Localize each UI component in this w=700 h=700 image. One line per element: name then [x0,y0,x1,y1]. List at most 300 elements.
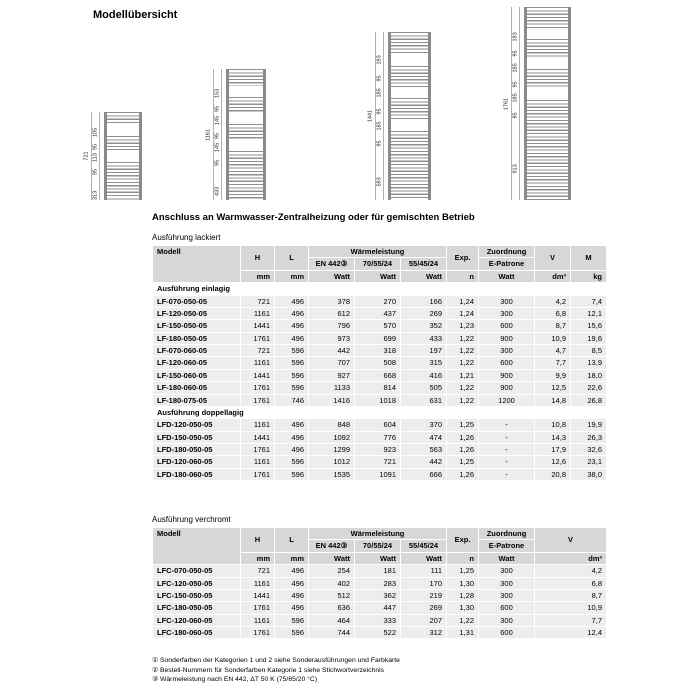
col-h: H [241,528,275,553]
value-cell: 707 [309,357,355,369]
table-header [153,528,607,565]
value-cell: 1761 [241,382,275,394]
towel-gap [391,87,428,98]
model-cell: LF-070-060-05 [153,345,241,357]
value-cell: 900 [479,332,535,344]
value-cell: 6,8 [535,577,607,589]
value-cell: 596 [275,627,309,639]
value-cell: 596 [275,357,309,369]
value-cell: 496 [275,332,309,344]
value-cell: 23,1 [571,456,607,468]
towel-gap [527,89,568,99]
value-cell: 4,2 [535,565,607,577]
value-cell: 315 [401,357,447,369]
segment-dimension-label: 95 [214,159,221,166]
value-cell: 1,21 [447,369,479,381]
table-heading-verchromt: Ausführung verchromt [152,515,231,524]
table-row [153,357,607,369]
value-cell: 721 [241,295,275,307]
value-cell: 612 [309,307,355,319]
value-cell: 6,8 [535,307,571,319]
towel-gap [229,113,263,124]
model-cell: LFD-180-050-05 [153,444,241,456]
value-cell: 699 [355,332,401,344]
value-cell: 1200 [479,394,535,406]
segment-dimension-line [99,112,100,200]
segment-dimension-label: 95 [214,105,221,112]
value-cell: 604 [355,419,401,431]
segment-dimension-label: 313 [92,190,99,200]
segment-dimension-label: 95 [512,50,519,57]
value-cell: 508 [355,357,401,369]
value-cell: 8,7 [535,589,607,601]
value-cell: 600 [479,320,535,332]
unit-watt: Watt [479,552,535,564]
value-cell: 300 [479,565,535,577]
segment-dimension-line [519,7,520,200]
value-cell: 596 [275,468,309,480]
value-cell: 300 [479,307,535,319]
unit-dm3: dm³ [535,552,607,564]
segment-dimension-label: 193 [512,31,519,42]
value-cell: 254 [309,565,355,577]
col-modell: Modell [153,528,241,565]
value-cell: 1,30 [447,577,479,589]
unit-kg: kg [571,270,607,282]
towel-gap [229,140,263,151]
value-cell: 496 [275,589,309,601]
table-row [153,369,607,381]
table-row [153,589,607,601]
segment-dimension-label: 95 [512,112,519,119]
value-cell: 631 [401,394,447,406]
unit-n: n [447,552,479,564]
value-cell: 1299 [309,444,355,456]
table-body [153,283,607,481]
model-cell: LFC-120-050-05 [153,577,241,589]
value-cell: 1,28 [447,589,479,601]
value-cell: 474 [401,431,447,443]
value-cell: 352 [401,320,447,332]
model-cell: LFD-180-060-05 [153,468,241,480]
value-cell: 596 [275,369,309,381]
table-block-lackiert [152,233,610,481]
value-cell: 1,26 [447,431,479,443]
value-cell: 10,9 [535,332,571,344]
value-cell: 721 [241,345,275,357]
value-cell: 1416 [309,394,355,406]
value-cell: 19,6 [571,332,607,344]
value-cell: 312 [401,627,447,639]
value-cell: 1133 [309,382,355,394]
towel-gap [107,150,139,162]
table-verchromt [152,527,607,639]
col-zuordnung: Zuordnung [479,246,535,258]
value-cell: 721 [355,456,401,468]
table-body [153,565,607,639]
value-cell: 668 [355,369,401,381]
value-cell: - [479,456,535,468]
model-cell: LF-070-050-05 [153,295,241,307]
value-cell: 10,8 [535,419,571,431]
tube-group [107,162,139,200]
value-cell: 1,26 [447,444,479,456]
value-cell: 1161 [241,307,275,319]
table-row [153,444,607,456]
value-cell: 1761 [241,468,275,480]
value-cell: 1441 [241,320,275,332]
value-cell: 300 [479,295,535,307]
unit-n: n [447,270,479,282]
radiator-body [388,32,431,200]
footnotes [152,656,400,685]
model-cell: LF-120-050-05 [153,307,241,319]
value-cell: 10,9 [535,602,607,614]
value-cell: 12,6 [535,456,571,468]
value-cell: 447 [355,602,401,614]
segment-dimension-label: 433 [214,186,221,196]
model-cell: LF-180-075-05 [153,394,241,406]
table-row [153,468,607,480]
radiator-drawing-1161 [205,69,266,200]
value-cell: 442 [309,345,355,357]
value-cell: 7,7 [535,357,571,369]
col-exp: Exp. [447,246,479,271]
value-cell: 596 [275,456,309,468]
value-cell: 370 [401,419,447,431]
value-cell: 1761 [241,332,275,344]
value-cell: 512 [309,589,355,601]
value-cell: 300 [479,577,535,589]
value-cell: - [479,468,535,480]
overall-height-label: 1761 [503,97,510,110]
segment-dimension-label: 185 [512,63,519,73]
model-cell: LFD-150-050-05 [153,431,241,443]
value-cell: 433 [401,332,447,344]
unit-watt: Watt [355,270,401,282]
value-cell: 923 [355,444,401,456]
value-cell: 496 [275,419,309,431]
tube-group [391,98,428,120]
model-cell: LF-180-060-05 [153,382,241,394]
value-cell: 1,31 [447,627,479,639]
tube-group [391,66,428,88]
segment-dimension-label: 145 [214,143,221,153]
tube-group [527,7,568,28]
segment-dimension-label: 145 [214,115,221,126]
value-cell: 8,5 [571,345,607,357]
table-row [153,614,607,626]
value-cell: 600 [479,627,535,639]
value-cell: 18,0 [571,369,607,381]
table-header [153,246,607,283]
value-cell: 666 [401,468,447,480]
value-cell: 270 [355,295,401,307]
tube-group [229,124,263,140]
value-cell: 1012 [309,456,355,468]
segment-dimension-label: 95 [376,75,383,82]
page-title: Modellübersicht [93,9,178,21]
unit-dm3: dm³ [535,270,571,282]
table-heading-lackiert: Ausführung lackiert [152,233,221,242]
model-cell: LFC-120-060-05 [153,614,241,626]
value-cell: 814 [355,382,401,394]
segment-dimension-label: 95 [92,143,99,150]
value-cell: 522 [355,627,401,639]
value-cell: 170 [401,577,447,589]
tube-group [229,69,263,86]
model-cell: LF-150-050-05 [153,320,241,332]
value-cell: 4,2 [535,295,571,307]
value-cell: 12,1 [571,307,607,319]
tube-group [527,69,568,89]
value-cell: 1,24 [447,295,479,307]
radiator-body [226,69,266,200]
value-cell: 496 [275,565,309,577]
footnote-1: ① Sonderfarben der Kategorien 1 und 2 siehe Sonderausführungen und Farbkarte [152,657,400,664]
table-row [153,419,607,431]
overall-height-label: 721 [83,151,90,161]
segment-dimension-label: 193 [376,55,383,65]
value-cell: 300 [479,589,535,601]
value-cell: 1761 [241,602,275,614]
unit-watt: Watt [309,552,355,564]
col-m: M [571,246,607,271]
value-cell: 26,8 [571,394,607,406]
table-row [153,627,607,639]
value-cell: 283 [355,577,401,589]
value-cell: - [479,444,535,456]
value-cell: 1018 [355,394,401,406]
value-cell: 111 [401,565,447,577]
value-cell: 362 [355,589,401,601]
table-row [153,320,607,332]
value-cell: 269 [401,602,447,614]
value-cell: 1161 [241,614,275,626]
value-cell: - [479,431,535,443]
value-cell: 1161 [241,577,275,589]
value-cell: 746 [275,394,309,406]
value-cell: 927 [309,369,355,381]
value-cell: 1,25 [447,419,479,431]
value-cell: 596 [275,345,309,357]
value-cell: 7,7 [535,614,607,626]
overall-height-label: 1161 [205,128,212,141]
value-cell: 19,9 [571,419,607,431]
tube-group [229,97,263,113]
value-cell: 17,9 [535,444,571,456]
table-block-verchromt [152,515,610,639]
value-cell: 563 [401,444,447,456]
footnote-2: ② Bestell-Nummern für Sonderfarben Kategorie 1 siehe Stichwortverzeichnis [152,666,385,674]
section-title: Ausführung einlagig [153,283,607,295]
unit-mm: mm [241,552,275,564]
value-cell: 900 [479,369,535,381]
value-cell: 496 [275,431,309,443]
segment-dimension-label: 95 [376,108,383,115]
value-cell: 402 [309,577,355,589]
col-e-patrone: E-Patrone [479,258,535,270]
value-cell: 15,6 [571,320,607,332]
towel-gap [527,28,568,38]
col-l: L [275,528,309,553]
col-modell: Modell [153,246,241,283]
value-cell: 1161 [241,456,275,468]
model-cell: LFC-180-050-05 [153,602,241,614]
col-v: V [535,528,607,553]
value-cell: 1161 [241,357,275,369]
value-cell: 300 [479,614,535,626]
col-zuordnung: Zuordnung [479,528,535,540]
unit-mm: mm [241,270,275,282]
model-cell: LFC-180-060-05 [153,627,241,639]
col-exp: Exp. [447,528,479,553]
value-cell: 600 [479,357,535,369]
table-row [153,431,607,443]
unit-watt: Watt [401,270,447,282]
col-en442: EN 442③ [309,258,355,270]
value-cell: 1,23 [447,320,479,332]
segment-dimension-label: 95 [92,168,99,175]
value-cell: 1,22 [447,345,479,357]
model-cell: LFC-070-050-05 [153,565,241,577]
unit-mm: mm [275,552,309,564]
towel-gap [527,59,568,69]
value-cell: 32,6 [571,444,607,456]
value-cell: 570 [355,320,401,332]
towel-gap [107,125,139,137]
value-cell: 1,30 [447,602,479,614]
value-cell: 442 [401,456,447,468]
segment-dimension-label: 913 [512,164,519,174]
tube-group [527,100,568,200]
tube-group [391,32,428,54]
value-cell: 1,22 [447,614,479,626]
value-cell: 596 [275,614,309,626]
value-cell: 1761 [241,444,275,456]
value-cell: 496 [275,444,309,456]
table-lackiert [152,245,607,481]
value-cell: 1,22 [447,394,479,406]
value-cell: 1161 [241,419,275,431]
value-cell: 300 [479,345,535,357]
value-cell: 900 [479,382,535,394]
value-cell: 437 [355,307,401,319]
value-cell: 596 [275,382,309,394]
value-cell: 1,22 [447,332,479,344]
table-row [153,295,607,307]
value-cell: 22,6 [571,382,607,394]
radiator-drawing-1761 [503,7,571,200]
value-cell: 1,22 [447,382,479,394]
section-row [153,406,607,418]
segment-dimension-label: 185 [512,93,519,103]
segment-dimension-line [221,69,222,200]
unit-watt: Watt [401,552,447,564]
tube-group [107,112,139,125]
section-row [153,283,607,295]
segment-dimension-label: 95 [376,140,383,147]
value-cell: 636 [309,602,355,614]
value-cell: 378 [309,295,355,307]
value-cell: 744 [309,627,355,639]
value-cell: 1,22 [447,357,479,369]
table-row [153,565,607,577]
col-h: H [241,246,275,271]
radiator-drawing-1441 [367,32,431,200]
value-cell: 181 [355,565,401,577]
value-cell: 1441 [241,431,275,443]
col-55-45-24: 55/45/24 [401,540,447,552]
unit-mm: mm [275,270,309,282]
unit-watt: Watt [479,270,535,282]
value-cell: 12,5 [535,382,571,394]
value-cell: 496 [275,295,309,307]
towel-gap [391,120,428,131]
segment-dimension-label: 95 [512,81,519,88]
value-cell: 1,24 [447,307,479,319]
value-cell: 20,8 [535,468,571,480]
overall-height-label: 1441 [367,109,374,123]
value-cell: 1092 [309,431,355,443]
value-cell: 1761 [241,627,275,639]
value-cell: 269 [401,307,447,319]
section-title: Ausführung doppellagig [153,406,607,418]
value-cell: 1441 [241,589,275,601]
tube-group [107,136,139,150]
table-row [153,345,607,357]
value-cell: 7,4 [571,295,607,307]
radiator-body [524,7,571,200]
model-cell: LF-180-050-05 [153,332,241,344]
model-cell: LFC-150-050-05 [153,589,241,601]
value-cell: 796 [309,320,355,332]
connection-heading: Anschluss an Warmwasser-Zentralheizung oder für gemischten Betrieb [152,212,475,223]
segment-dimension-label: 105 [92,128,99,138]
col-l: L [275,246,309,271]
value-cell: 14,8 [535,394,571,406]
value-cell: 973 [309,332,355,344]
model-cell: LFD-120-050-05 [153,419,241,431]
value-cell: 318 [355,345,401,357]
towel-gap [229,86,263,97]
model-cell: LF-150-060-05 [153,369,241,381]
value-cell: 848 [309,419,355,431]
value-cell: 505 [401,382,447,394]
value-cell: 1,25 [447,456,479,468]
segment-dimension-label: 113 [92,153,99,163]
table-row [153,602,607,614]
col-waermeleistung: Wärmeleistung [309,246,447,258]
value-cell: 1,25 [447,565,479,577]
value-cell: 207 [401,614,447,626]
value-cell: 1091 [355,468,401,480]
tube-group [391,131,428,200]
segment-dimension-label: 185 [376,88,383,98]
tube-group [527,39,568,59]
unit-watt: Watt [355,552,401,564]
col-e-patrone: E-Patrone [479,540,535,552]
col-70-55-24: 70/55/24 [355,540,401,552]
value-cell: 1,26 [447,468,479,480]
table-row [153,307,607,319]
col-en442: EN 442③ [309,540,355,552]
value-cell: 464 [309,614,355,626]
table-row [153,456,607,468]
value-cell: 1535 [309,468,355,480]
value-cell: 1761 [241,394,275,406]
value-cell: 333 [355,614,401,626]
